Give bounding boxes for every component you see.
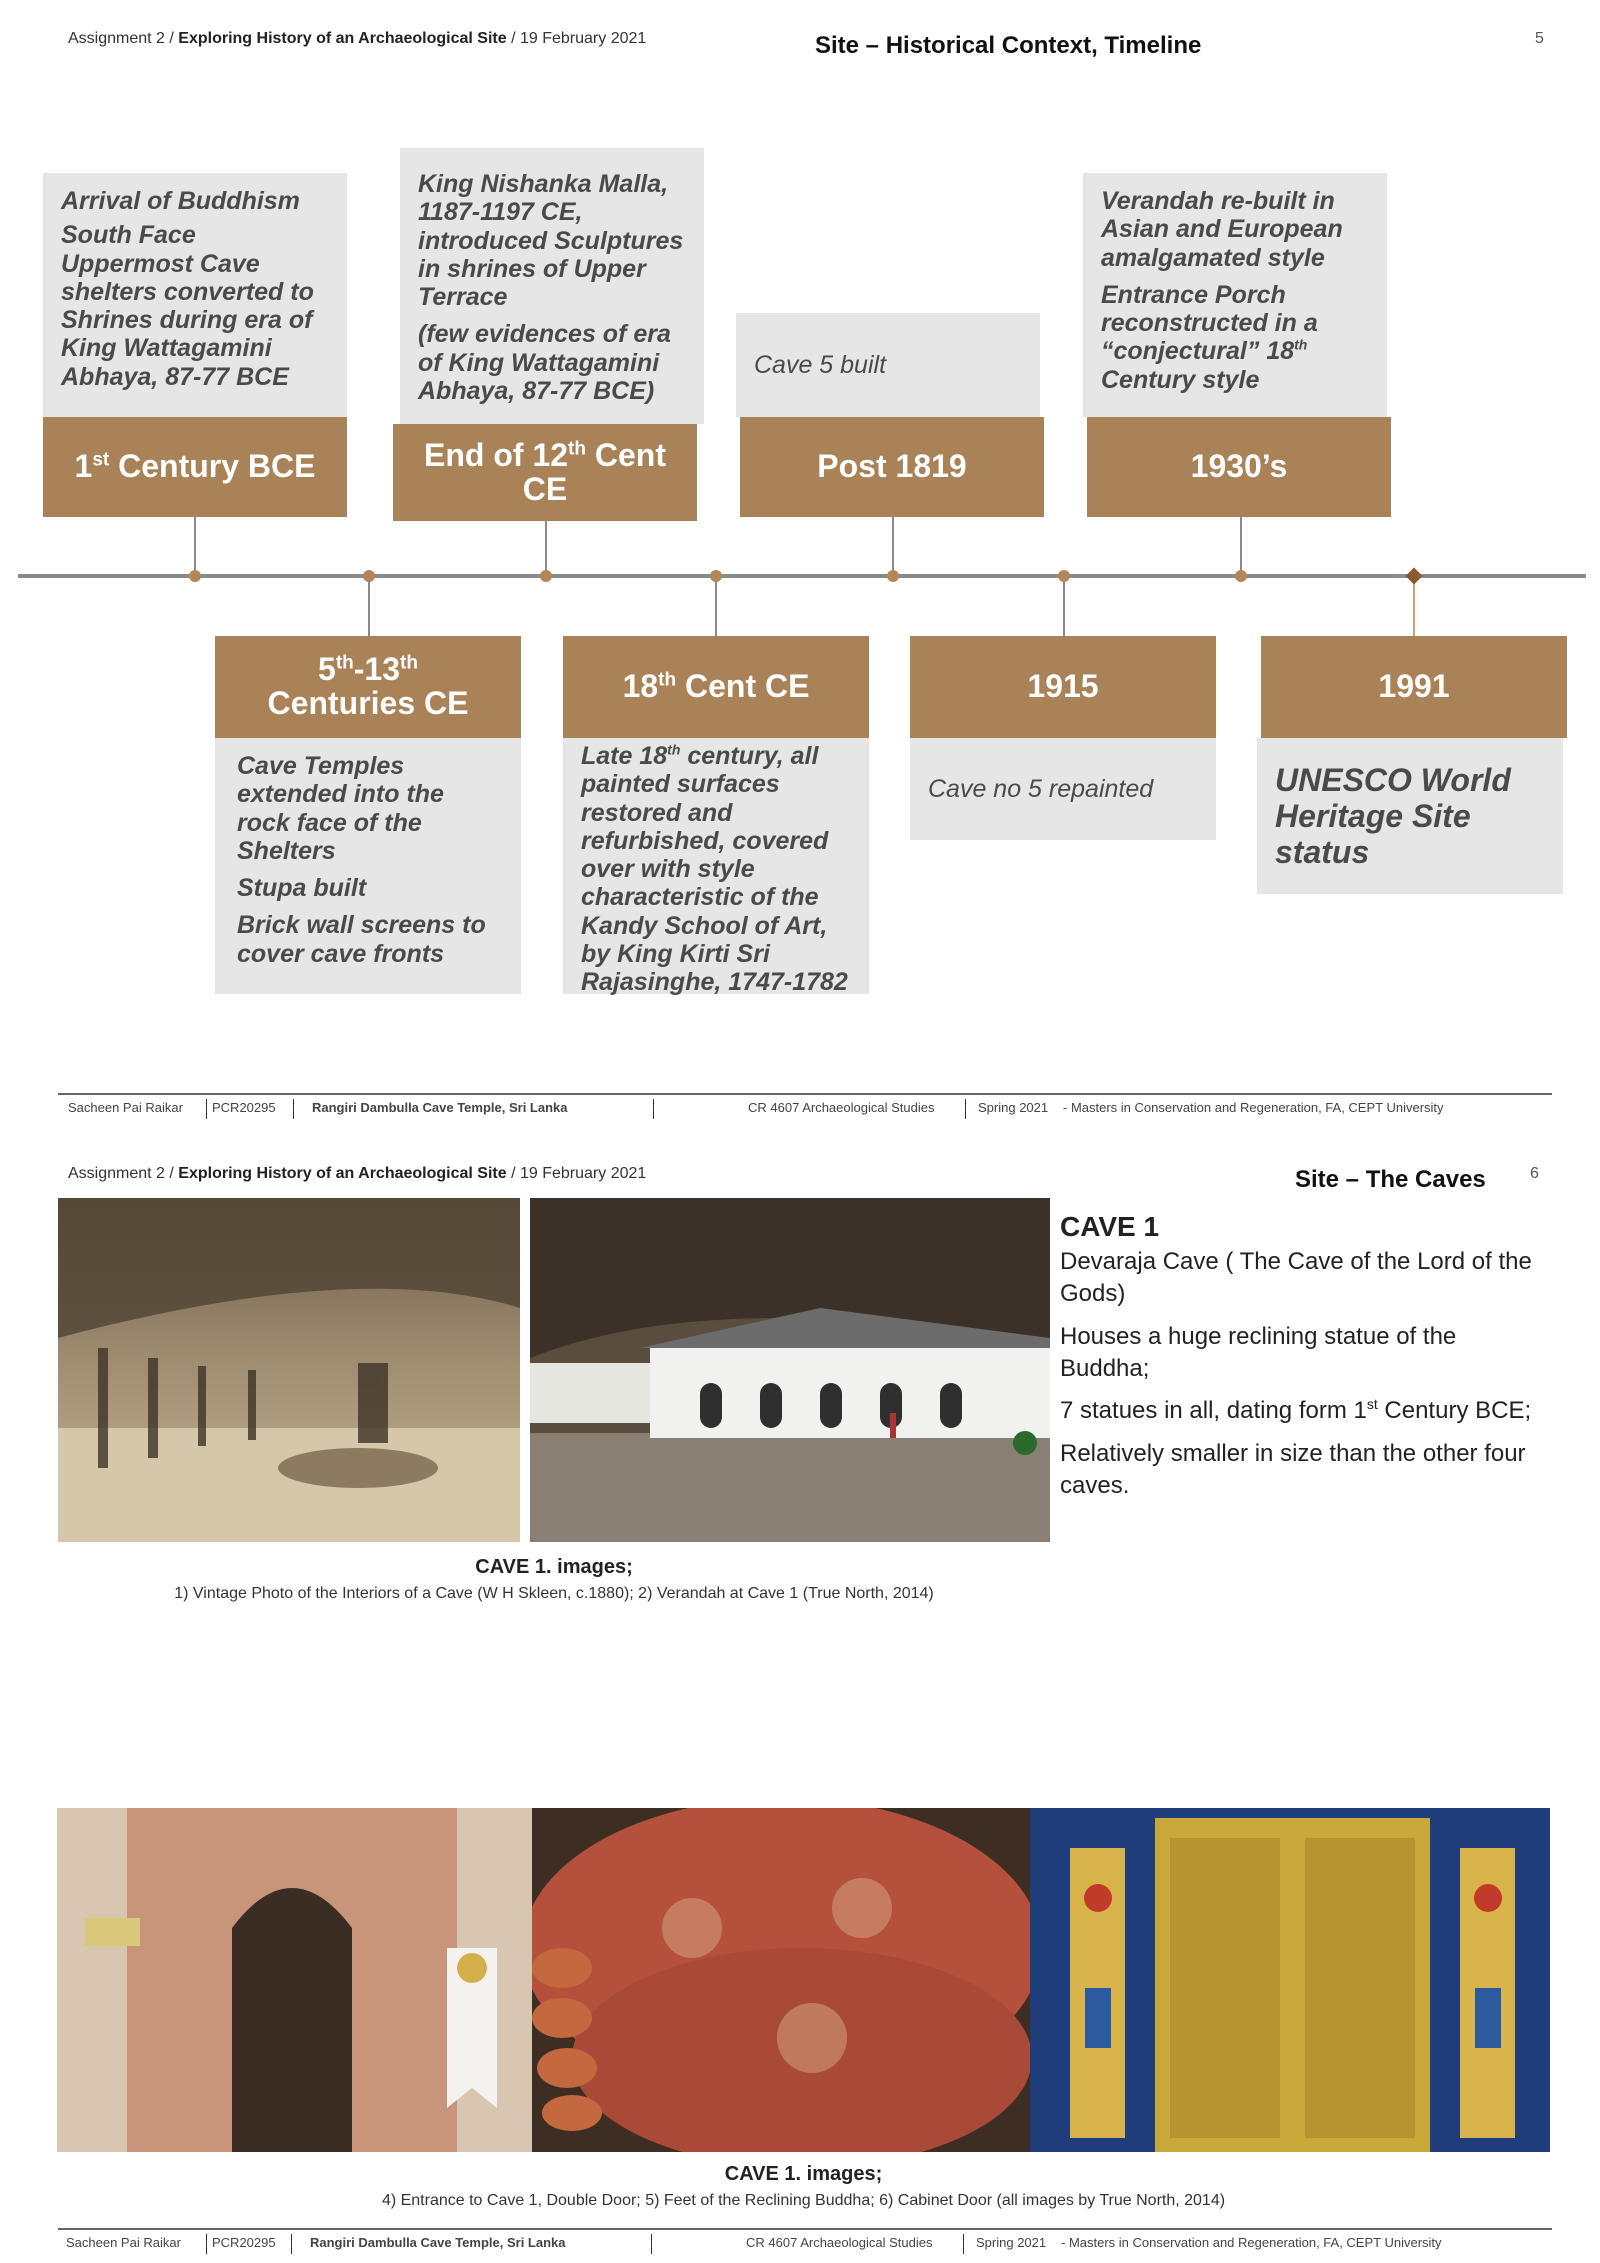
caption-2 — [57, 2163, 1550, 2210]
connector — [1240, 515, 1242, 577]
footer-id: PCR20295 — [212, 2235, 276, 2250]
footer-course: CR 4607 Archaeological Studies — [746, 2235, 933, 2250]
header-prefix: Assignment 2 / — [68, 30, 174, 47]
timeline-dot — [540, 570, 552, 582]
timeline-text: King Nishanka Malla, 1187-1197 CE, introduced Sculptures in shrines of Upper Terrace — [418, 170, 684, 311]
footer-term: Spring 2021 — [976, 2235, 1047, 2250]
connector — [1063, 576, 1065, 638]
page-header — [68, 30, 646, 48]
header-assignment-title: Exploring History of an Archaeological Site — [178, 1165, 507, 1182]
timeline-dot — [887, 570, 899, 582]
footer-author: Sacheen Pai Raikar — [66, 2235, 181, 2250]
header-prefix: Assignment 2 / — [68, 1165, 174, 1182]
footer-program: - Masters in Conservation and Regeneration, FA, CEPT University — [1061, 2235, 1442, 2250]
caption-title: CAVE 1. images; — [724, 2163, 883, 2185]
caption-title: CAVE 1. images; — [475, 1556, 633, 1578]
cabinet-door-photo — [1030, 1808, 1550, 2152]
timeline-label-text: Post 1819 — [817, 448, 967, 485]
timeline-label — [910, 636, 1216, 738]
timeline-text-box — [43, 173, 347, 417]
timeline-text: South Face Uppermost Cave shelters converted to Shrines during era of King Wattagamini Abhaya, 87-77 BCE — [61, 221, 314, 391]
connector — [368, 576, 370, 638]
timeline-label — [1261, 636, 1567, 738]
cave-line: 7 statues in all, dating form 1st Century BCE; — [1060, 1396, 1532, 1425]
timeline-text: (few evidences of era of King Wattagamini Abhaya, 87-77 BCE) — [418, 320, 671, 405]
timeline-label-text: 1991 — [1378, 668, 1450, 705]
footer-id: PCR20295 — [212, 1100, 276, 1115]
footer-site: Rangiri Dambulla Cave Temple, Sri Lanka — [312, 1100, 568, 1115]
timeline-text-box — [400, 148, 704, 424]
footer-site: Rangiri Dambulla Cave Temple, Sri Lanka — [310, 2235, 566, 2250]
timeline-text: Brick wall screens to cover cave fronts — [237, 911, 486, 968]
header-date: / 19 February 2021 — [511, 30, 647, 47]
page-title: Site – The Caves — [1295, 1166, 1486, 1193]
cave-line: Relatively smaller in size than the other four caves. — [1060, 1439, 1526, 1500]
page-title: Site – Historical Context, Timeline — [815, 32, 1202, 59]
timeline-label: End of 12th Cent CE — [393, 424, 697, 521]
header-assignment-title: Exploring History of an Archaeological Site — [178, 30, 507, 47]
cave-line: Houses a huge reclining statue of the Buddha; — [1060, 1322, 1457, 1382]
timeline-label: 5th-13th Centuries CE — [215, 636, 521, 738]
timeline-dot — [710, 570, 722, 582]
caption-text: 4) Entrance to Cave 1, Double Door; 5) Feet of the Reclining Buddha; 6) Cabinet Door (all images by True North, 2014) — [381, 2192, 1226, 2209]
header-date: / 19 February 2021 — [511, 1165, 647, 1182]
timeline-text: Late 18th century, all painted surfaces restored and refurbished, covered over with style characteristic of the Kandy School of Art, by King Kirti Sri Rajasinghe, 1747-1782 — [581, 741, 848, 996]
page-footer — [58, 2228, 1552, 2258]
timeline-dot — [1058, 570, 1070, 582]
reclining-buddha-feet-photo — [532, 1808, 1030, 2152]
timeline-dot — [1235, 570, 1247, 582]
timeline-text: Stupa built — [237, 874, 367, 902]
timeline-dot — [363, 570, 375, 582]
connector — [194, 515, 196, 577]
timeline-dot — [189, 570, 201, 582]
caption-1 — [58, 1556, 1050, 1603]
timeline-text-box — [910, 738, 1216, 840]
timeline-text: Arrival of Buddhism — [61, 187, 300, 215]
cave1-entrance-door-photo — [57, 1808, 532, 2152]
footer-program: - Masters in Conservation and Regeneration, FA, CEPT University — [1063, 1100, 1444, 1115]
page-footer — [58, 1093, 1552, 1123]
page-number: 6 — [1530, 1165, 1539, 1182]
timeline-text: Entrance Porch reconstructed in a “conjectural” 18th Century style — [1101, 280, 1318, 394]
timeline-text: Cave 5 built — [754, 350, 887, 379]
timeline-text-box — [736, 313, 1040, 417]
timeline-label-text: 1930’s — [1190, 448, 1288, 485]
timeline-text: Cave no 5 repainted — [928, 774, 1154, 803]
cave1-description — [1060, 1208, 1540, 1513]
timeline-text-box — [563, 738, 869, 994]
page-header — [68, 1165, 646, 1183]
connector — [715, 576, 717, 638]
page-number: 5 — [1535, 30, 1544, 47]
timeline-text: Verandah re-built in Asian and European amalgamated style — [1101, 187, 1343, 272]
timeline-text-box — [1257, 738, 1563, 894]
timeline-label-text: 1915 — [1027, 668, 1099, 705]
timeline-text-box — [1083, 173, 1387, 417]
caption-text: 1) Vintage Photo of the Interiors of a Cave (W H Skleen, c.1880); 2) Verandah at Cave 1 (True North, 2014) — [174, 1585, 934, 1602]
timeline-diamond — [1406, 568, 1423, 585]
cave-line: Devaraja Cave ( The Cave of the Lord of the Gods) — [1060, 1247, 1532, 1308]
connector — [545, 515, 547, 577]
timeline-label: 18th Cent CE — [563, 636, 869, 738]
timeline-axis — [18, 574, 1586, 578]
timeline-label: 1st Century BCE — [43, 417, 347, 517]
verandah-cave1-photo — [530, 1198, 1050, 1542]
timeline-text: UNESCO World Heritage Site status — [1275, 761, 1511, 871]
timeline-text-box — [215, 738, 521, 994]
footer-author: Sacheen Pai Raikar — [68, 1100, 183, 1115]
connector — [892, 515, 894, 577]
footer-term: Spring 2021 — [978, 1100, 1049, 1115]
vintage-cave-interior-photo — [58, 1198, 520, 1542]
timeline-text: Cave Temples extended into the rock face of the Shelters — [237, 752, 444, 865]
connector — [1413, 576, 1415, 638]
timeline-label — [1087, 417, 1391, 517]
timeline-label — [740, 417, 1044, 517]
cave-heading: CAVE 1 — [1060, 1211, 1160, 1242]
footer-course: CR 4607 Archaeological Studies — [748, 1100, 935, 1115]
